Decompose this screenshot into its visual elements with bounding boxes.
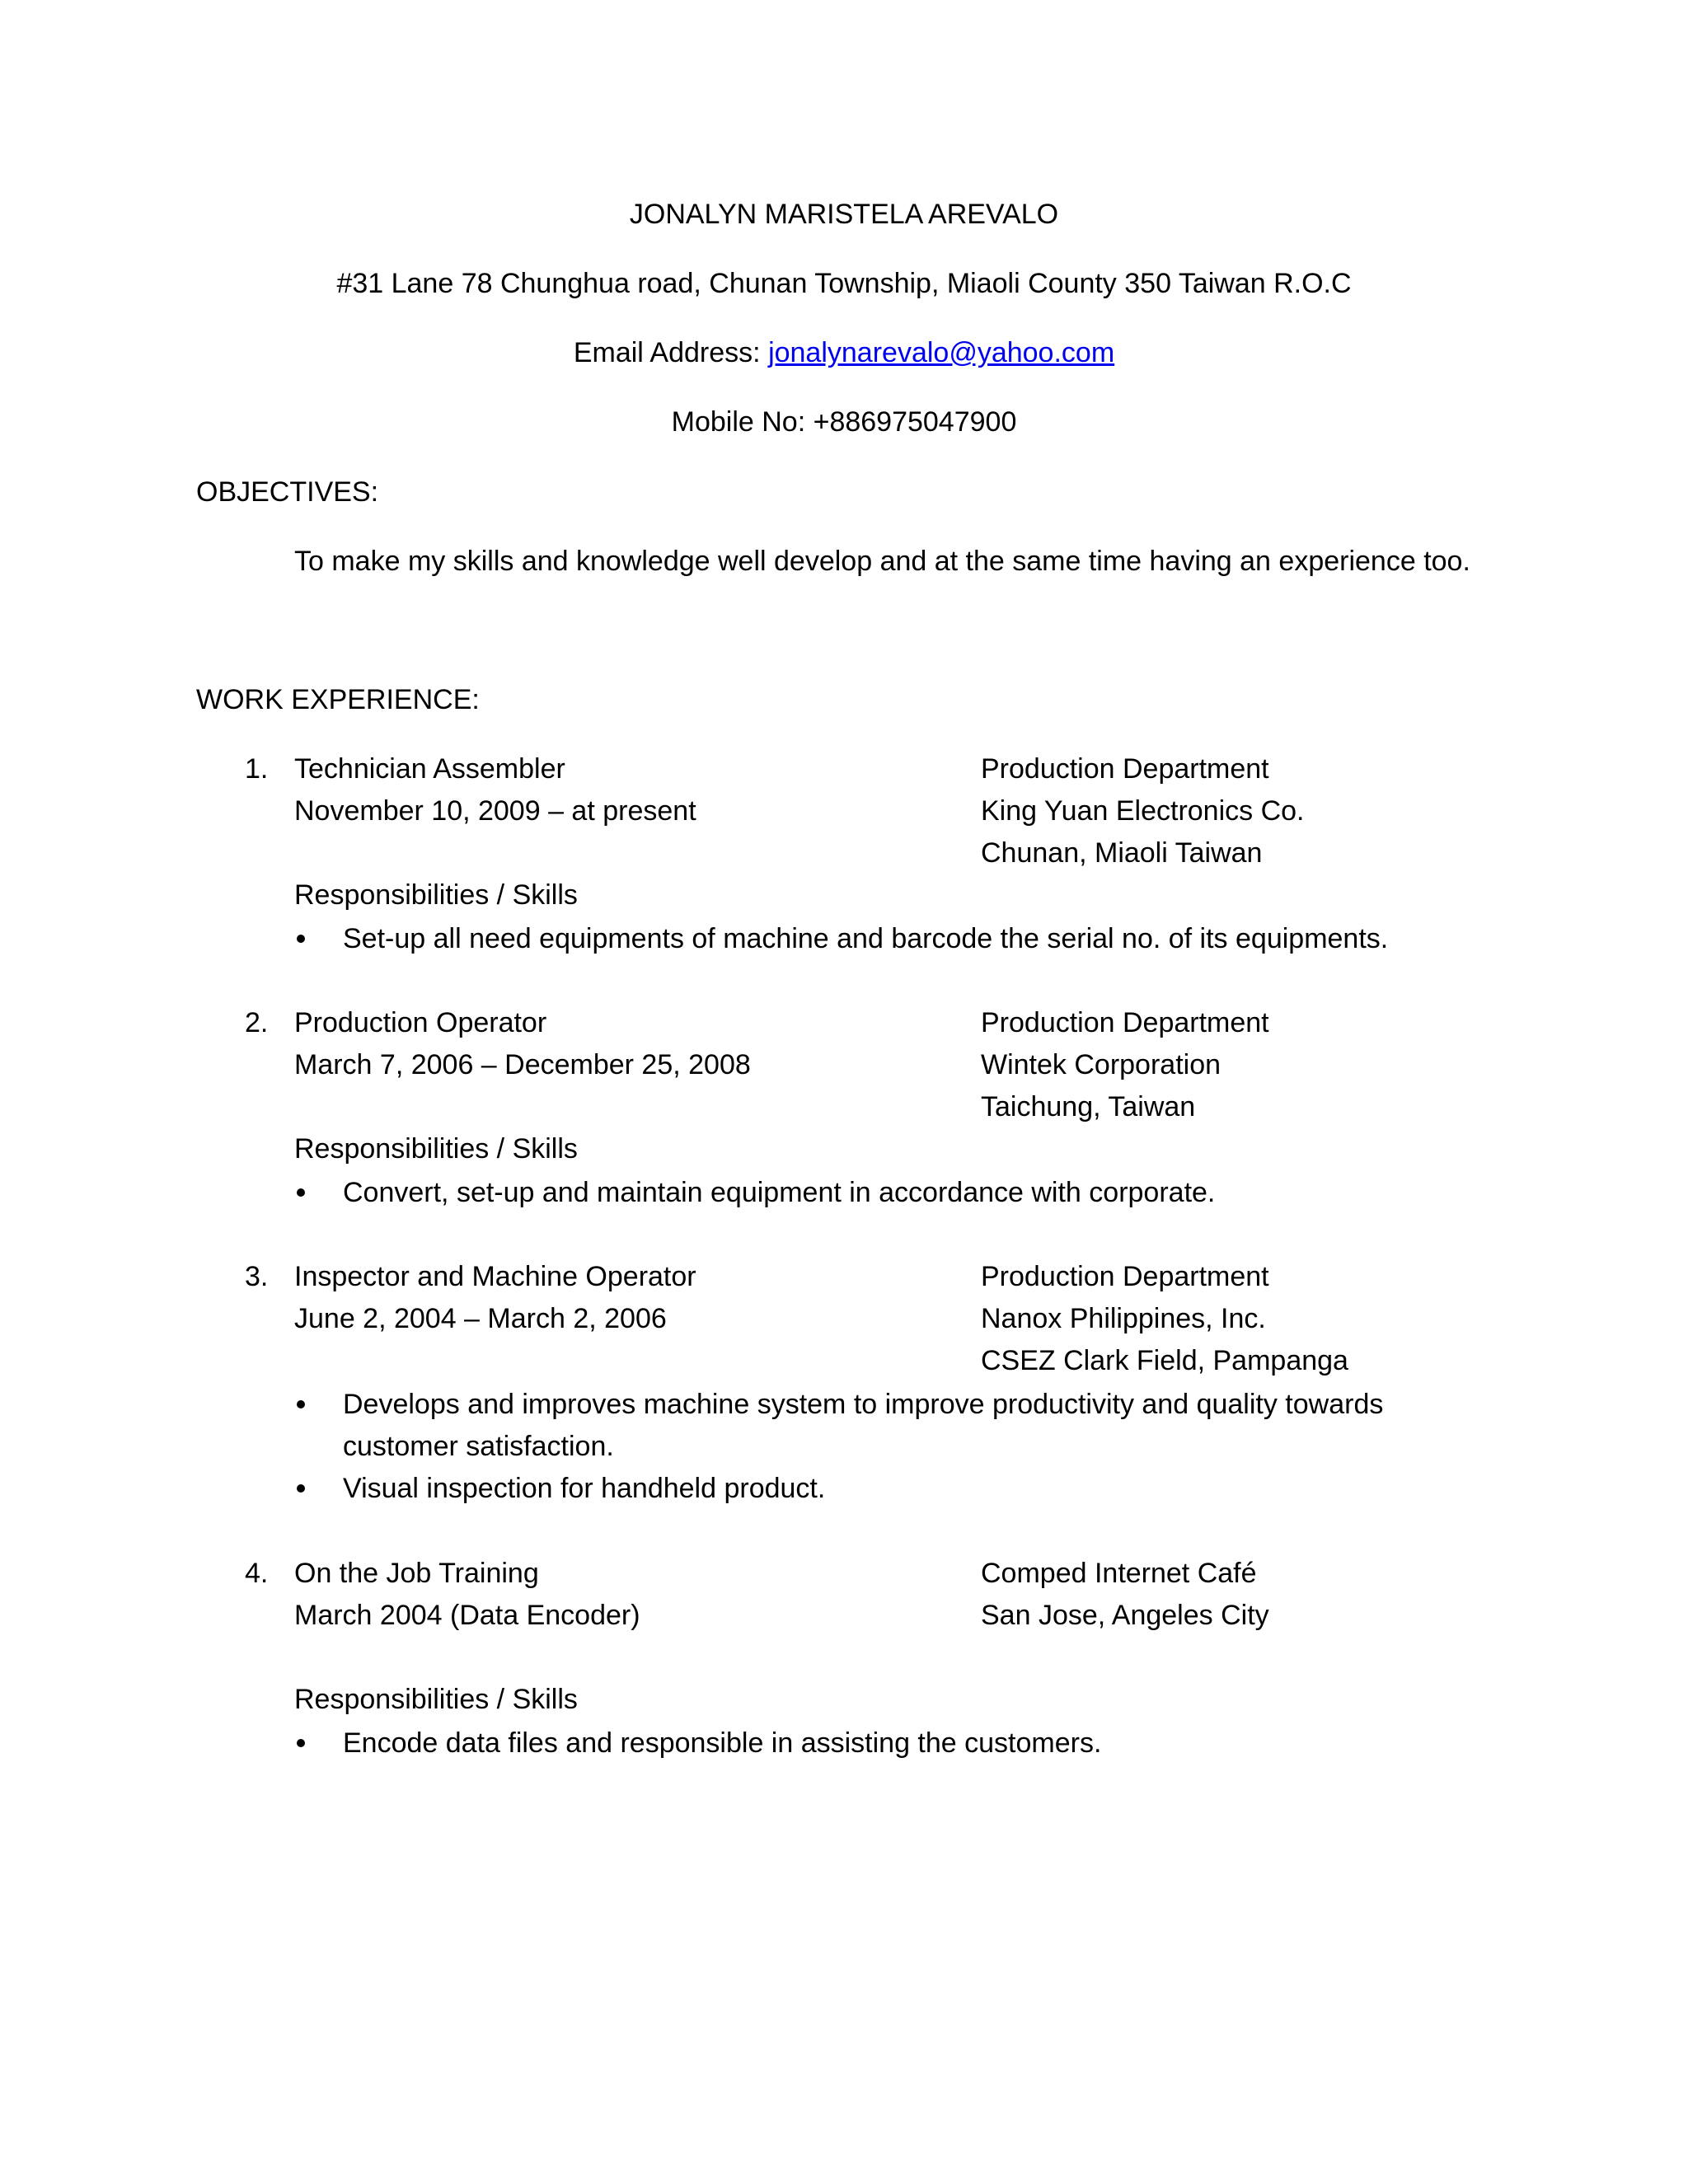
- bullet-icon: [297, 1739, 305, 1747]
- responsibility-item: Encode data files and responsible in assisting the customers.: [343, 1727, 1102, 1759]
- job-location: San Jose, Angeles City: [981, 1600, 1269, 1631]
- email-link[interactable]: jonalynarevalo@yahoo.com: [768, 337, 1115, 368]
- responsibilities-label: Responsibilities / Skills: [294, 1133, 578, 1165]
- responsibilities-label: Responsibilities / Skills: [294, 879, 578, 911]
- job-dates: March 7, 2006 – December 25, 2008: [294, 1049, 751, 1080]
- resume-name: JONALYN MARISTELA AREVALO: [629, 199, 1059, 230]
- job-company: Nanox Philippines, Inc.: [981, 1303, 1266, 1334]
- job-company: Comped Internet Café: [981, 1558, 1257, 1589]
- item-number: 3.: [245, 1261, 269, 1292]
- job-title: On the Job Training: [294, 1558, 539, 1589]
- mobile-line: Mobile No: +886975047900: [671, 406, 1017, 438]
- job-title: Inspector and Machine Operator: [294, 1261, 696, 1292]
- job-department: Production Department: [981, 1261, 1269, 1292]
- responsibility-item: Visual inspection for handheld product.: [343, 1473, 826, 1504]
- email-label: Email Address:: [573, 337, 769, 368]
- objectives-heading: OBJECTIVES:: [196, 476, 379, 508]
- item-number: 4.: [245, 1558, 269, 1589]
- bullet-icon: [297, 1484, 305, 1493]
- job-department: Production Department: [981, 1007, 1269, 1038]
- email-line: [0, 339, 1688, 367]
- item-number: 1.: [245, 753, 269, 785]
- job-dates: June 2, 2004 – March 2, 2006: [294, 1303, 667, 1334]
- work-experience-heading: WORK EXPERIENCE:: [196, 684, 480, 715]
- responsibility-item: Set-up all need equipments of machine and barcode the serial no. of its equipments.: [343, 923, 1389, 954]
- job-title: Production Operator: [294, 1007, 547, 1038]
- job-dates: March 2004 (Data Encoder): [294, 1600, 640, 1631]
- job-title: Technician Assembler: [294, 753, 565, 785]
- responsibility-item-continued: customer satisfaction.: [343, 1431, 614, 1462]
- responsibility-item: Convert, set-up and maintain equipment in accordance with corporate.: [343, 1177, 1216, 1208]
- bullet-icon: [297, 1400, 305, 1408]
- job-department: Production Department: [981, 753, 1269, 785]
- bullet-icon: [297, 1188, 305, 1197]
- job-company: Wintek Corporation: [981, 1049, 1221, 1080]
- responsibility-item: Develops and improves machine system to improve productivity and quality towards: [343, 1389, 1384, 1420]
- job-location: Chunan, Miaoli Taiwan: [981, 837, 1263, 869]
- job-location: Taichung, Taiwan: [981, 1091, 1196, 1122]
- address-line: #31 Lane 78 Chunghua road, Chunan Township, Miaoli County 350 Taiwan R.O.C: [336, 268, 1352, 299]
- objectives-text: To make my skills and knowledge well develop and at the same time having an experience too.: [294, 546, 1470, 577]
- job-company: King Yuan Electronics Co.: [981, 795, 1305, 827]
- job-location: CSEZ Clark Field, Pampanga: [981, 1345, 1348, 1376]
- bullet-icon: [297, 935, 305, 943]
- item-number: 2.: [245, 1007, 269, 1038]
- job-dates: November 10, 2009 – at present: [294, 795, 696, 827]
- responsibilities-label: Responsibilities / Skills: [294, 1684, 578, 1715]
